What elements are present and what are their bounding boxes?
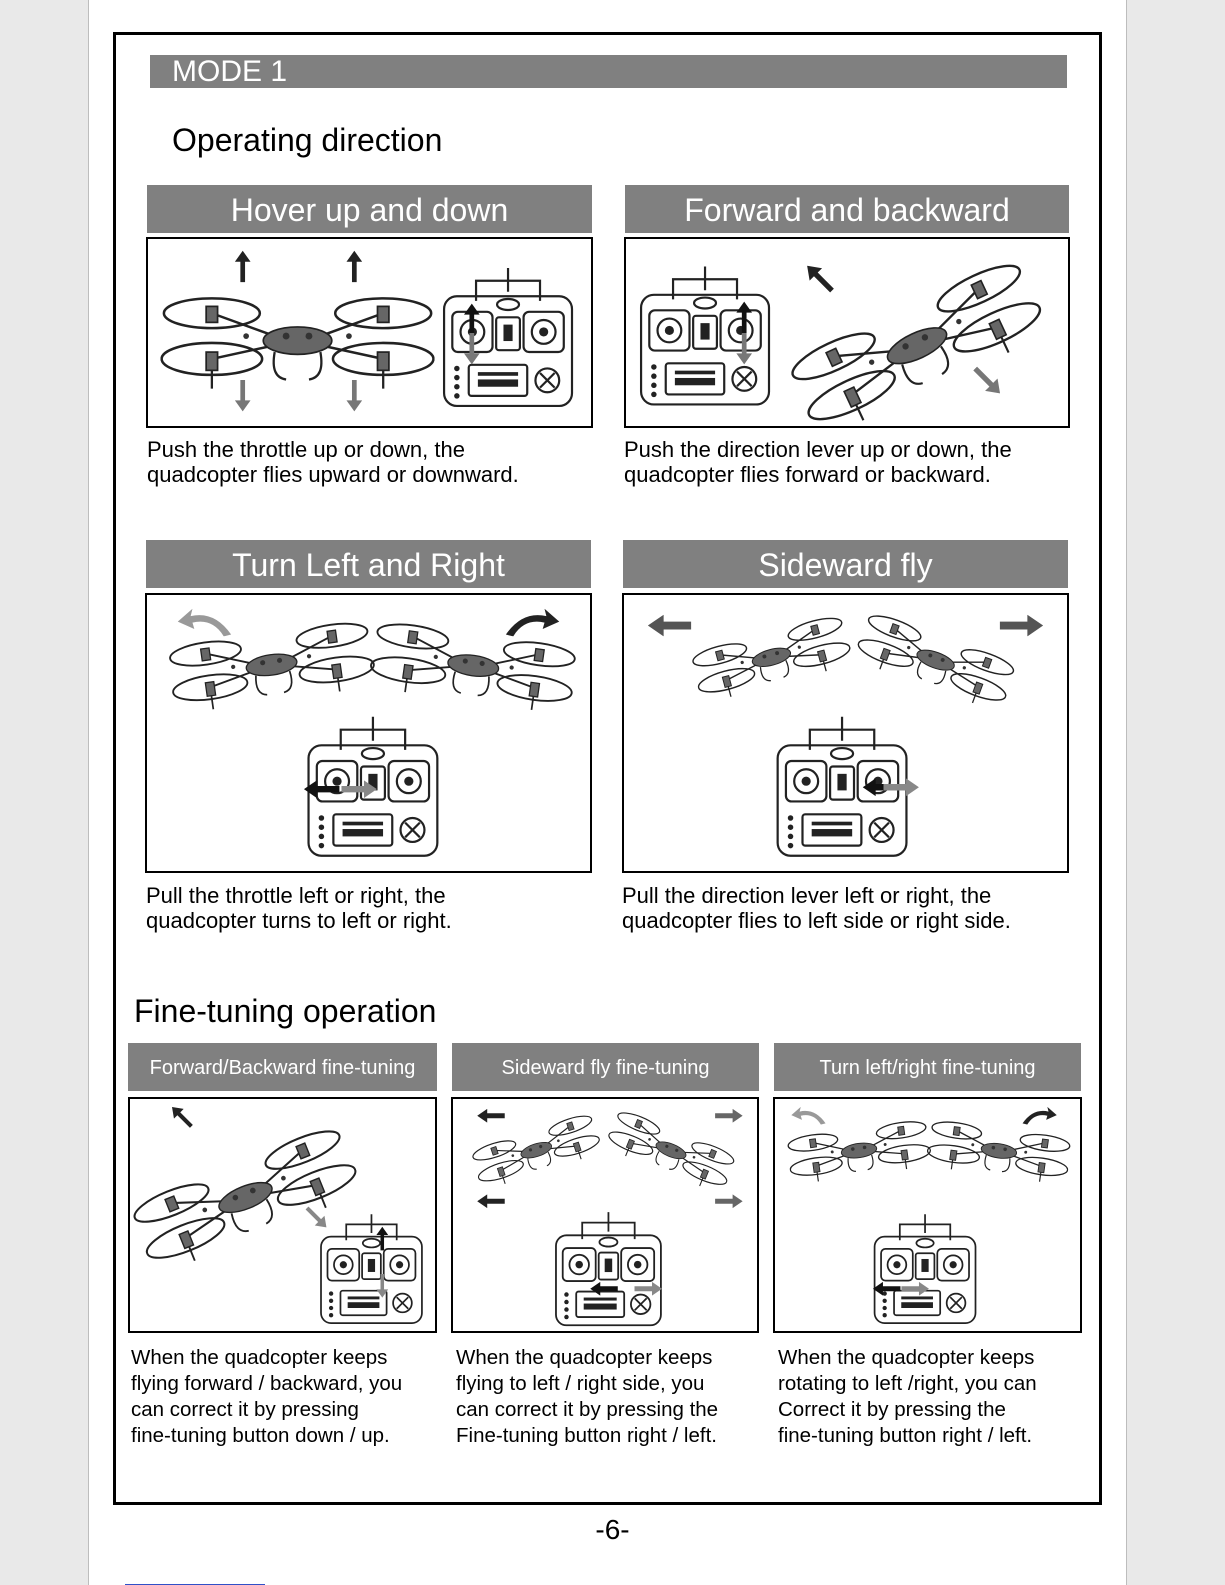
- fine-tune-sideward-header: Sideward fly fine-tuning: [452, 1043, 759, 1091]
- quadcopter-drawing: [853, 611, 1018, 713]
- fine-tune-forward-illustration: [128, 1097, 437, 1333]
- fine-tune-sideward-figure: [453, 1099, 757, 1331]
- forward-backward-caption: Push the direction lever up or down, the quadcopter flies forward or backward.: [624, 437, 1012, 487]
- hover-header: Hover up and down: [147, 185, 592, 233]
- page-number: -6-: [595, 1514, 630, 1545]
- arrow-left-icon: [590, 1282, 618, 1296]
- arrow-down-right-icon: [302, 1203, 331, 1232]
- hover-caption: Push the throttle up or down, the quadcopter flies upward or downward.: [147, 437, 519, 487]
- fine-tune-turn-figure: [775, 1099, 1080, 1331]
- arrow-up-icon: [464, 304, 480, 335]
- quadcopter-drawing: [690, 614, 855, 705]
- fine-tune-sideward-illustration: [451, 1097, 759, 1333]
- curved-arrow-left-icon: [791, 1107, 825, 1125]
- controller-drawing: [875, 1214, 976, 1323]
- mode-title-bar: MODE 1: [150, 55, 1067, 88]
- turn-illustration: [145, 593, 592, 873]
- arrow-right-icon: [634, 1282, 662, 1296]
- turn-figure: [147, 595, 590, 871]
- controller-drawing: [444, 268, 572, 406]
- curved-arrow-right-icon: [506, 609, 559, 637]
- operating-direction-title: Operating direction: [172, 122, 443, 158]
- quadcopter-drawing: [368, 620, 578, 715]
- arrow-left-icon: [477, 1109, 505, 1123]
- fine-tuning-title: Fine-tuning operation: [134, 993, 437, 1029]
- arrow-down-icon: [464, 333, 480, 364]
- turn-header: Turn Left and Right: [146, 540, 591, 588]
- arrow-right-icon: [1000, 615, 1043, 637]
- hover-figure: [148, 239, 591, 426]
- turn-caption: Pull the throttle left or right, the quadcopter turns to left or right.: [146, 883, 452, 933]
- quadcopter-drawing: [925, 1119, 1072, 1185]
- arrow-down-icon: [346, 380, 362, 411]
- fine-tune-forward-header: Forward/Backward fine-tuning: [128, 1043, 437, 1091]
- arrow-left-icon: [648, 615, 691, 637]
- fine-tune-turn-header: Turn left/right fine-tuning: [774, 1043, 1081, 1091]
- forward-backward-illustration: [624, 237, 1070, 428]
- quadcopter-drawing: [130, 1123, 364, 1276]
- curved-arrow-left-icon: [178, 609, 231, 637]
- sideward-figure: [624, 595, 1067, 871]
- quadcopter-drawing: [167, 620, 377, 715]
- curved-arrow-right-icon: [1023, 1107, 1057, 1125]
- quadcopter-drawing: [470, 1112, 604, 1191]
- arrow-up-left-icon: [167, 1102, 196, 1131]
- fine-tune-forward-caption: When the quadcopter keeps flying forward / backward, you can correct it by pressing fine-tuning button down / up.: [131, 1346, 403, 1447]
- quadcopter-drawing: [604, 1108, 737, 1194]
- arrow-up-left-icon: [801, 259, 838, 296]
- fine-tune-turn-caption: When the quadcopter keeps rotating to left /right, you can Correct it by pressing the fine-tuning button right / left.: [778, 1346, 1037, 1447]
- forward-backward-header: Forward and backward: [625, 185, 1069, 233]
- controller-drawing: [556, 1212, 661, 1325]
- arrow-up-icon: [235, 251, 251, 282]
- controller-drawing: [321, 1214, 422, 1323]
- arrow-right-icon: [901, 1282, 929, 1296]
- arrow-right-icon: [883, 778, 918, 796]
- arrow-up-icon: [346, 251, 362, 282]
- forward-backward-figure: [626, 239, 1068, 426]
- quadcopter-drawing: [162, 298, 434, 388]
- arrow-right-icon: [715, 1109, 743, 1123]
- fine-tune-sideward-caption: When the quadcopter keeps flying to left / right side, you can correct it by pressing the Fine-tuning button right / left.: [456, 1346, 719, 1447]
- sideward-header: Sideward fly: [623, 540, 1068, 588]
- quadcopter-drawing: [786, 1119, 933, 1185]
- arrow-down-right-icon: [969, 362, 1006, 399]
- hover-illustration: [146, 237, 593, 428]
- sideward-illustration: [622, 593, 1069, 873]
- arrow-down-icon: [235, 380, 251, 411]
- sideward-caption: Pull the direction lever left or right, the quadcopter flies to left side or right side.: [622, 883, 1011, 933]
- arrow-left-icon: [477, 1194, 505, 1208]
- fine-tune-turn-illustration: [773, 1097, 1082, 1333]
- controller-drawing: [641, 266, 769, 404]
- arrow-right-icon: [715, 1194, 743, 1208]
- fine-tune-forward-figure: [130, 1099, 435, 1331]
